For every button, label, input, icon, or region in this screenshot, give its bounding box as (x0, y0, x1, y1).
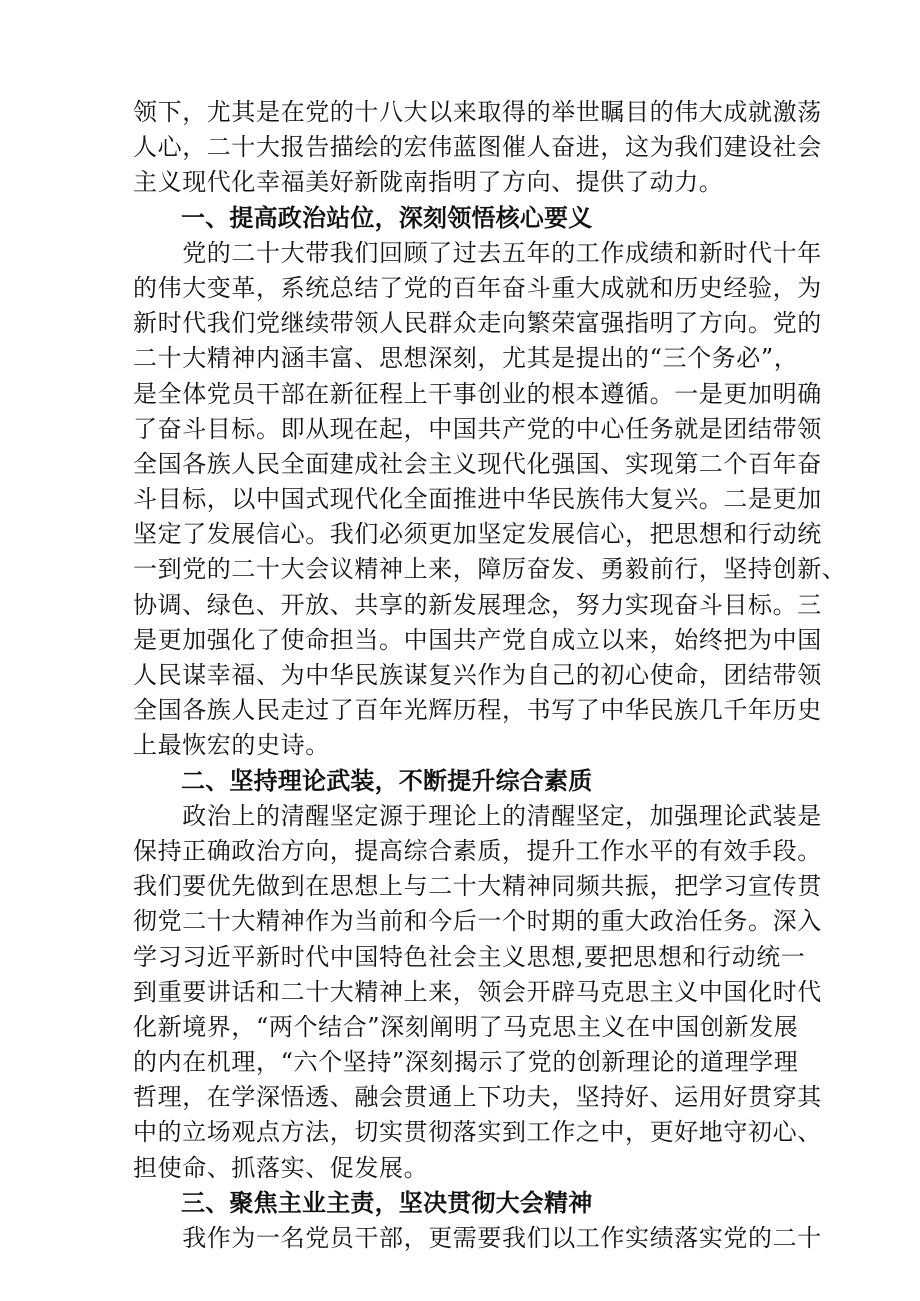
section-heading: 二、坚持理论武装，不断提升综合素质 (181, 766, 593, 795)
document-body (133, 95, 847, 1256)
paragraph-line: 全国各族人民全面建成社会主义现代化强国、实现第二个百年奋 (133, 449, 822, 478)
paragraph-line: 了奋斗目标。即从现在起，中国共产党的中心任务就是团结带领 (133, 414, 822, 443)
paragraph-line: 保持正确政治方向，提高综合素质，提升工作水平的有效手段。 (133, 836, 822, 865)
paragraph-line: 主义现代化幸福美好新陇南指明了方向、提供了动力。 (133, 168, 724, 197)
paragraph-line: 领下，尤其是在党的十八大以来取得的举世瞩目的伟大成就激荡 (133, 98, 822, 126)
paragraph-line: 坚定了发展信心。我们必须更加坚定发展信心，把思想和行动统 (133, 520, 822, 549)
paragraph-line: 学习习近平新时代中国特色社会主义思想,要把思想和行动统一 (133, 942, 806, 971)
paragraph-line: 的伟大变革，系统总结了党的百年奋斗重大成就和历史经验，为 (133, 273, 822, 302)
paragraph-line: 是全体党员干部在新征程上干事创业的根本遵循。一是更加明确 (133, 379, 822, 408)
paragraph-line: 彻党二十大精神作为当前和今后一个时期的重大政治任务。深入 (133, 907, 822, 936)
paragraph-line: 哲理，在学深悟透、融会贯通上下功夫，坚持好、运用好贯穿其 (133, 1083, 822, 1112)
paragraph-line: 我们要优先做到在思想上与二十大精神同频共振，把学习宣传贯 (133, 872, 822, 901)
paragraph-line: 人心，二十大报告描绘的宏伟蓝图催人奋进，这为我们建设社会 (133, 133, 822, 162)
paragraph-line: 上最恢宏的史诗。 (133, 731, 330, 760)
paragraph-line: 党的二十大带我们回顾了过去五年的工作成绩和新时代十年 (133, 238, 822, 267)
paragraph-line: 化新境界，“两个结合”深刻阐明了马克思主义在中国创新发展 (133, 1012, 799, 1041)
paragraph-line: 到重要讲话和二十大精神上来，领会开辟马克思主义中国化时代 (133, 977, 822, 1006)
section-heading: 一、提高政治站位，深刻领悟核心要义 (181, 203, 593, 232)
paragraph-line: 斗目标，以中国式现代化全面推进中华民族伟大复兴。二是更加 (133, 485, 822, 514)
paragraph-line: 政治上的清醒坚定源于理论上的清醒坚定，加强理论武装是 (133, 801, 822, 830)
paragraph-line: 中的立场观点方法，切实贯彻落实到工作之中，更好地守初心、 (133, 1118, 822, 1147)
paragraph-line: 的内在机理，“六个坚持”深刻揭示了党的创新理论的道理学理 (133, 1048, 799, 1077)
paragraph-line: 协调、绿色、开放、共享的新发展理念，努力实现奋斗目标。三 (133, 590, 822, 619)
paragraph-line: 是更加强化了使命担当。中国共产党自成立以来，始终把为中国 (133, 625, 822, 654)
paragraph-line: 新时代我们党继续带领人民群众走向繁荣富强指明了方向。党的 (133, 309, 822, 338)
paragraph-line: 全国各族人民走过了百年光辉历程，书写了中华民族几千年历史 (133, 696, 822, 725)
paragraph-line: 二十大精神内涵丰富、思想深刻，尤其是提出的“三个务必”， (133, 344, 799, 373)
paragraph-line: 担使命、抓落实、促发展。 (133, 1153, 429, 1182)
paragraph-line: 人民谋幸福、为中华民族谋复兴作为自己的初心使命，团结带领 (133, 661, 822, 689)
section-heading: 三、聚焦主业主责，坚决贯彻大会精神 (181, 1188, 593, 1217)
paragraph-line: 我作为一名党员干部，更需要我们以工作实绩落实党的二十 (133, 1224, 822, 1252)
paragraph-line: 一到党的二十大会议精神上来，障厉奋发、勇毅前行，坚持创新、 (133, 555, 847, 584)
